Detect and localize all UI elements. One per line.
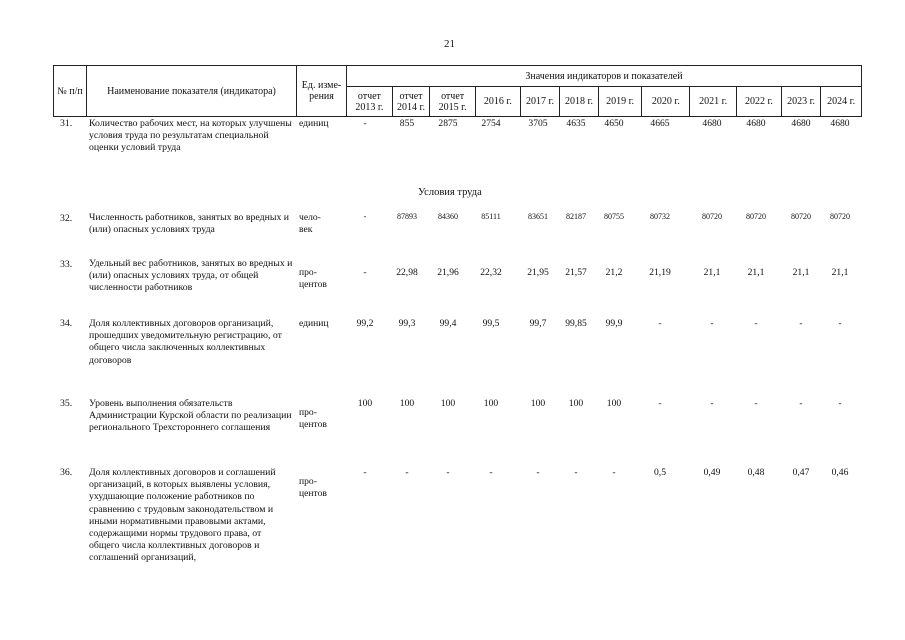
value-cell: 83651 [528, 212, 548, 221]
value-cell: - [754, 318, 758, 329]
value-cell: 21,96 [437, 267, 459, 278]
value-cell: - [612, 467, 616, 478]
value-cell: 100 [606, 398, 622, 409]
value-cell: 4680 [702, 118, 722, 129]
value-cell: - [363, 118, 367, 129]
row-number: 32. [60, 213, 73, 224]
value-cell: - [489, 467, 493, 478]
row-number: 31. [60, 118, 73, 129]
header-values-title: Значения индикаторов и показателей [347, 66, 862, 87]
header-year: отчет 2013 г. [347, 87, 393, 117]
value-cell: 80732 [650, 212, 670, 221]
header-year: 2017 г. [520, 87, 560, 117]
value-cell: - [536, 467, 540, 478]
header-year: 2020 г. [642, 87, 690, 117]
value-cell: 21,1 [703, 267, 721, 278]
value-cell: 99,7 [529, 318, 547, 329]
row-number: 35. [60, 398, 73, 409]
value-cell: 0,47 [792, 467, 810, 478]
value-cell: 99,9 [605, 318, 623, 329]
value-cell: 4635 [566, 118, 586, 129]
value-cell: - [710, 318, 714, 329]
value-cell: 4665 [650, 118, 670, 129]
value-cell: 4680 [830, 118, 850, 129]
header-table [53, 65, 862, 117]
header-year: 2016 г. [475, 87, 520, 117]
unit-cell: про- центов [299, 267, 327, 290]
value-cell: 99,4 [439, 318, 457, 329]
value-cell: - [658, 398, 662, 409]
row-number: 36. [60, 467, 73, 478]
value-cell: - [799, 318, 803, 329]
value-cell: 0,46 [831, 467, 849, 478]
value-cell: 22,32 [480, 267, 502, 278]
value-cell: 4680 [791, 118, 811, 129]
indicator-name: Численность работников, занятых во вредных и (или) опасных условиях труда [89, 212, 290, 236]
value-cell: 21,57 [565, 267, 587, 278]
value-cell: 0,5 [654, 467, 666, 478]
value-cell: 85111 [481, 212, 501, 221]
value-cell: 100 [440, 398, 456, 409]
section-title: Условия труда [418, 187, 482, 198]
value-cell: - [363, 467, 367, 478]
unit-cell: чело- век [299, 212, 321, 235]
header-num: № п/п [54, 66, 87, 117]
value-cell: 21,1 [792, 267, 810, 278]
value-cell: 21,95 [527, 267, 549, 278]
value-cell: 84360 [438, 212, 458, 221]
value-cell: - [405, 467, 409, 478]
value-cell: 21,19 [649, 267, 671, 278]
value-cell: 2875 [438, 118, 458, 129]
header-year: отчет 2015 г. [430, 87, 476, 117]
value-cell: 0,48 [747, 467, 765, 478]
value-cell: 80720 [791, 212, 811, 221]
unit-cell: единиц [299, 318, 329, 329]
value-cell: 3705 [528, 118, 548, 129]
value-cell: 0,49 [703, 467, 721, 478]
value-cell: - [838, 318, 842, 329]
header-year: 2024 г. [821, 87, 862, 117]
value-cell: 100 [399, 398, 415, 409]
row-number: 34. [60, 318, 73, 329]
value-cell: 99,85 [565, 318, 587, 329]
value-cell: 80720 [830, 212, 850, 221]
value-cell: - [446, 467, 450, 478]
header-year: отчет 2014 г. [392, 87, 429, 117]
value-cell: - [838, 398, 842, 409]
row-number: 33. [60, 259, 73, 270]
header-year: 2018 г. [560, 87, 598, 117]
header-name: Наименование показателя (индикатора) [87, 66, 297, 117]
value-cell: 82187 [566, 212, 586, 221]
value-cell: 87893 [397, 212, 417, 221]
value-cell: - [799, 398, 803, 409]
header-year: 2021 г. [690, 87, 737, 117]
header-unit: Ед. изме-рения [297, 66, 347, 117]
value-cell: 100 [530, 398, 546, 409]
value-cell: 4680 [746, 118, 766, 129]
value-cell: 100 [568, 398, 584, 409]
value-cell: 21,1 [831, 267, 849, 278]
value-cell: 4650 [604, 118, 624, 129]
value-cell: 2754 [481, 118, 501, 129]
value-cell: 80720 [702, 212, 722, 221]
header-year: 2023 г. [781, 87, 821, 117]
value-cell: 100 [357, 398, 373, 409]
value-cell: - [754, 398, 758, 409]
value-cell: 21,2 [605, 267, 623, 278]
value-cell: 99,3 [398, 318, 416, 329]
value-cell: 99,5 [482, 318, 500, 329]
value-cell: - [658, 318, 662, 329]
page-number: 21 [444, 38, 455, 50]
value-cell: 22,98 [396, 267, 418, 278]
value-cell: 80755 [604, 212, 624, 221]
unit-cell: про- центов [299, 407, 327, 430]
header-year: 2022 г. [737, 87, 782, 117]
indicator-name: Удельный вес работников, занятых во вредных и (или) опасных условиях труда, от общей численности работников [89, 258, 293, 294]
indicator-name: Доля коллективных договоров организаций, прошедших уведомительную регистрацию, от общего числа заключенных коллективных договоров [89, 318, 282, 366]
value-cell: - [710, 398, 714, 409]
indicator-name: Уровень выполнения обязательств Администрации Курской области по реализации регионального Трехстороннего соглашения [89, 398, 292, 434]
value-cell: - [363, 267, 367, 278]
header-year: 2019 г. [598, 87, 642, 117]
indicator-name: Количество рабочих мест, на которых улучшены условия труда по результатам специальной оценки условий труда [89, 118, 292, 154]
value-cell: 99,2 [356, 318, 374, 329]
value-cell: 80720 [746, 212, 766, 221]
value-cell: 21,1 [747, 267, 765, 278]
unit-cell: единиц [299, 118, 329, 129]
value-cell: 100 [483, 398, 499, 409]
unit-cell: про- центов [299, 476, 327, 499]
value-cell: 855 [399, 118, 415, 129]
value-cell: - [363, 212, 367, 221]
indicator-name: Доля коллективных договоров и соглашений организаций, в которых выявлены условия, ухудшающие положение работников по сравнению с трудовым законодательством и иными нормативными правовыми актами, содержащими нормы трудового права, от общего числа коллективных договоров и соглашений организаций, [89, 467, 276, 564]
value-cell: - [574, 467, 578, 478]
